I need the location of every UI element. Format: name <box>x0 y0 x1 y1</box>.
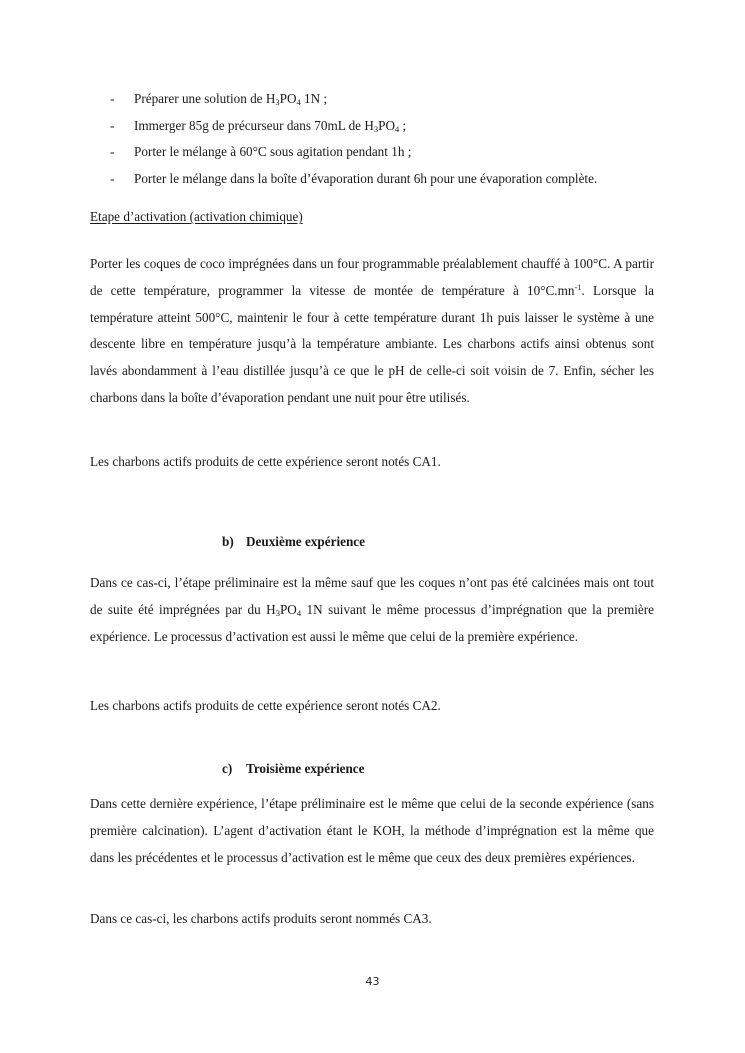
procedure-list <box>90 88 660 194</box>
second-experiment-paragraph: Dans ce cas-ci, l’étape préliminaire est la même sauf que les coques n’ont pas été calcinées mais ont tout de suite été imprégnées par du $H_3PO_4$ 1N suivant le même processus d’imprégnation que la première expérience. Le processus d’activation est aussi le même que celui de la première expérience. <box>90 575 654 644</box>
ca2-note: Les charbons actifs produits de cette expérience seront notés CA2. <box>90 698 441 713</box>
page-number: 43 <box>365 975 380 988</box>
list-item: - Porter le mélange dans la boîte d’évaporation durant 6h pour une évaporation complète. <box>90 168 660 195</box>
ca1-note: Les charbons actifs produits de cette expérience seront notés CA1. <box>90 454 441 469</box>
list-item: - Immerger 85g de précurseur dans 70mL de $H_3PO_4$ ; <box>90 115 660 142</box>
list-dash: - <box>110 170 115 186</box>
list-dash: - <box>110 117 115 133</box>
list-dash: - <box>110 91 115 106</box>
activation-paragraph: Porter les coques de coco imprégnées dans un four programmable préalablement chauffé à 100°C. A partir de cette température, programmer la vitesse de montée de température à $10^\circ C.mn^{-1}$. Lorsque la température atteint 500°C, maintenir le four à cette température durant 1h puis laisser le système à une descente libre en température jusqu’à la température ambiante. Les charbons actifs ainsi obtenus sont lavés abondamment à l’eau distillée jusqu’à ce que le pH de celle-ci soit voisin de 7. Enfin, sécher les charbons dans la boîte d’évaporation pendant une nuit pour être utilisés. <box>90 256 654 405</box>
third-experiment-paragraph: Dans cette dernière expérience, l’étape préliminaire est le même que celui de la seconde expérience (sans première calcination). L’agent d’activation étant le KOH, la méthode d’imprégnation est la même que dans les précédentes et le processus d’activation est le même que ceux des deux premières expériences. <box>90 796 654 865</box>
list-item: - Porter le mélange à 60°C sous agitation pendant 1h ; <box>90 141 660 168</box>
activation-heading: Etape d’activation (activation chimique) <box>90 209 303 224</box>
section-b-title: b) Deuxième expérience <box>222 534 366 549</box>
list-dash: - <box>110 144 115 159</box>
section-c-title: c) Troisième expérience <box>222 761 365 776</box>
ca3-note: Dans ce cas-ci, les charbons actifs produits seront nommés CA3. <box>90 911 432 926</box>
list-item: - Préparer une solution de $H_3PO_4$ 1N ; <box>90 88 660 115</box>
